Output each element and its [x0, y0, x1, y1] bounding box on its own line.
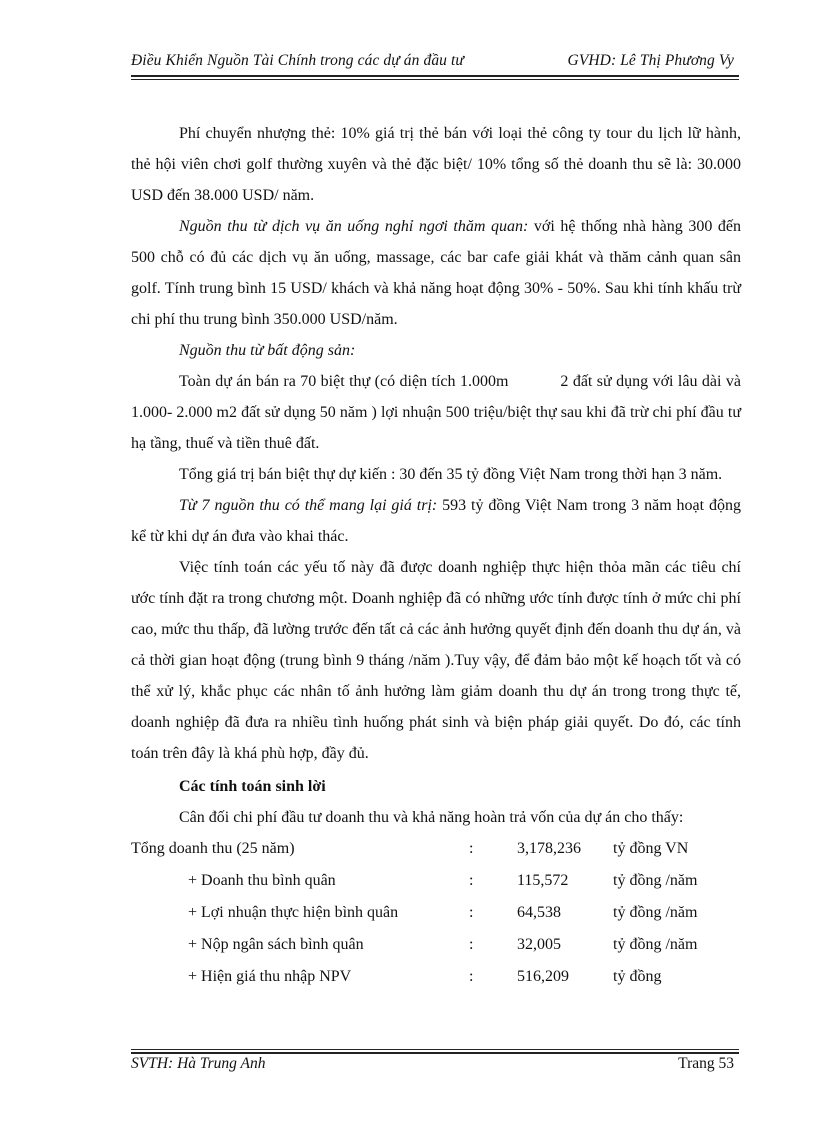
financial-row: [131, 929, 741, 961]
footer-divider: [131, 1049, 739, 1054]
financial-colon: :: [469, 904, 474, 921]
food-service-text: với hệ thống nhà hàng 300 đến 500 chỗ có đủ các dịch vụ ăn uống, massage, các bar cafe giải khát và thăm cảnh quan sân golf. Tính trung bình 15 USD/ khách và khả năng hoạt động 30% - 50%. Sau khi tính khấu trừ chi phí thu trung bình 350.000 USD/năm.: [131, 218, 741, 328]
financial-colon: :: [469, 872, 474, 889]
paragraph-transfer-fee: Phí chuyển nhượng thẻ: 10% giá trị thẻ bán với loại thẻ công ty tour du lịch lữ hành, thẻ hội viên chơi golf thường xuyên và thẻ đặc biệt/ 10% tổng số thẻ doanh thu sẽ là: 30.000 USD đến 38.000 USD/ năm.: [131, 125, 741, 204]
paragraph-calculation-notes: Việc tính toán các yếu tố này đã được doanh nghiệp thực hiện thỏa mãn các tiêu chí ước tính đặt ra trong chương một. Doanh nghiệp đã có những ước tính được tính ở mức chi phí cao, mức thu thấp, đã lường trước đến tất cả các ảnh hưởng quyết định đến doanh thu dự án, và cả thời gian hoạt động (trung bình 9 tháng /năm ).Tuy vậy, để đảm bảo một kế hoạch tốt và có thể xử lý, khắc phục các nhân tố ảnh hưởng làm giảm doanh thu dự án trong trong thực tế, doanh nghiệp đã đưa ra nhiều tình huống phát sinh và biện pháp giải quyết. Do đó, các tính toán trên đây là khá phù hợp, đầy đủ.: [131, 559, 741, 762]
footer-student: SVTH: Hà Trung Anh: [131, 1055, 266, 1072]
footer-page-number: Trang 53: [678, 1055, 734, 1072]
subheading-real-estate: [131, 335, 741, 366]
subheading-food-service: Nguồn thu từ dịch vụ ăn uống nghỉ ngơi thăm quan:: [179, 218, 529, 235]
paragraph-seven-sources: [131, 490, 741, 552]
paragraph-balance: Cân đối chi phí đầu tư doanh thu và khả năng hoàn trả vốn của dự án cho thấy:: [179, 809, 684, 826]
header-document-title: Điều Khiển Nguồn Tài Chính trong các dự án đầu tư: [131, 52, 464, 69]
financial-label: + Doanh thu bình quân: [188, 872, 336, 889]
paragraph-villas: [131, 366, 741, 459]
financial-unit: tỷ đồng: [613, 968, 662, 985]
villas-text-b: 2 đất sử dụng với lâu dài và 1.000- 2.000 m2 đất sử dụng 50 năm ) lợi nhuận 500 triệu/biệt thự sau khi đã trừ chi phí đầu tư hạ tầng, thuế và tiền thuê đất.: [131, 373, 741, 452]
header-divider: [131, 75, 739, 80]
subheading-real-estate-text: Nguồn thu từ bất động sản:: [179, 342, 356, 359]
financial-row: [131, 961, 741, 993]
financial-value: 32,005: [517, 936, 561, 953]
financial-unit: tỷ đồng VN: [613, 840, 689, 857]
financial-row: [131, 833, 741, 865]
financial-row: [131, 865, 741, 897]
paragraph-food-service: [131, 211, 741, 335]
paragraph-villa-total: Tổng giá trị bán biệt thự dự kiến : 30 đến 35 tỷ đồng Việt Nam trong thời hạn 3 năm.: [179, 466, 723, 483]
section-heading-profitability: Các tính toán sinh lời: [179, 778, 326, 795]
financial-value: 3,178,236: [517, 840, 581, 857]
financial-unit: tỷ đồng /năm: [613, 904, 698, 921]
seven-sources-text: 593 tỷ đồng Việt Nam trong 3 năm hoạt động kể từ khi dự án đưa vào khai thác.: [131, 497, 741, 545]
villas-text-a: Toàn dự án bán ra 70 biệt thự (có diện tích 1.000m: [179, 373, 509, 390]
financial-colon: :: [469, 968, 474, 985]
financial-value: 64,538: [517, 904, 561, 921]
page-body: [131, 118, 741, 993]
financial-label: Tổng doanh thu (25 năm): [131, 840, 295, 857]
financial-value: 516,209: [517, 968, 569, 985]
financial-unit: tỷ đồng /năm: [613, 936, 698, 953]
header-advisor: GVHD: Lê Thị Phương Vy: [567, 52, 734, 69]
financial-label: + Lợi nhuận thực hiện bình quân: [188, 904, 399, 921]
subheading-seven-sources: Từ 7 nguồn thu có thể mang lại giá trị:: [179, 497, 438, 514]
financial-label: + Hiện giá thu nhập NPV: [188, 968, 352, 985]
financial-value: 115,572: [517, 872, 569, 889]
page-header: [131, 52, 736, 74]
financial-colon: :: [469, 840, 474, 857]
financial-colon: :: [469, 936, 474, 953]
financial-label: + Nộp ngân sách bình quân: [188, 936, 364, 953]
financial-unit: tỷ đồng /năm: [613, 872, 698, 889]
financial-table: [131, 833, 741, 993]
financial-row: [131, 897, 741, 929]
